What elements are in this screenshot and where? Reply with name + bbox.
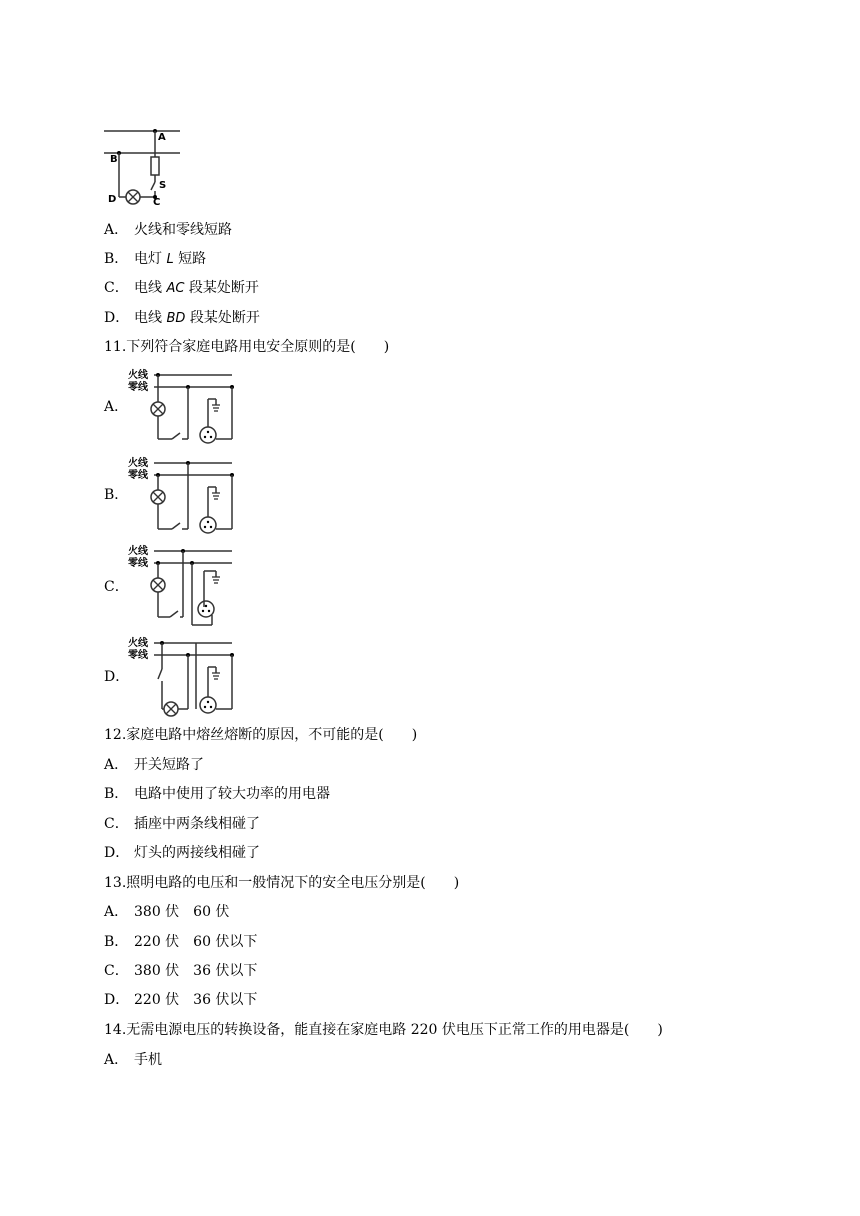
- q12-option-b: [104, 784, 330, 804]
- option-label: C．: [104, 963, 129, 979]
- option-label: A．: [104, 757, 129, 773]
- q12-option-c: [104, 814, 260, 834]
- option-label: A．: [104, 1052, 129, 1068]
- option-text: 灯头的两接线相碰了: [134, 845, 260, 861]
- q12-option-a: [104, 755, 204, 775]
- live-wire-label: 火线: [128, 638, 148, 649]
- label-a: A: [158, 132, 166, 143]
- option-text-pre: 电灯: [134, 251, 167, 267]
- option-label: D．: [104, 310, 130, 326]
- option-text-post: 段某处断开: [184, 280, 259, 296]
- option-text: 插座中两条线相碰了: [134, 816, 260, 832]
- q10-option-c: [104, 278, 259, 299]
- q11-option-d-circuit: [128, 635, 238, 719]
- option-text-post: 短路: [173, 251, 207, 267]
- option-label: C．: [104, 816, 129, 832]
- q13-option-d: [104, 990, 257, 1010]
- option-text-italic: L: [166, 252, 174, 267]
- q14-stem: 14.无需电源电压的转换设备，能直接在家庭电路 220 伏电压下正常工作的用电器是( ): [104, 1022, 663, 1038]
- label-b: B: [110, 154, 118, 165]
- label-c: C: [153, 197, 161, 206]
- label-s: S: [159, 180, 167, 191]
- q11-option-c-label: C．: [104, 579, 129, 595]
- q10-option-b: [104, 249, 206, 270]
- option-text: 手机: [134, 1052, 162, 1068]
- option-label: C．: [104, 280, 129, 296]
- option-label: B．: [104, 934, 129, 950]
- option-label: A．: [104, 222, 129, 238]
- q12-option-d: [104, 843, 260, 863]
- q10-circuit-diagram: [100, 124, 184, 206]
- q13-stem: 13.照明电路的电压和一般情况下的安全电压分别是( ): [104, 875, 460, 891]
- label-d: D: [108, 194, 117, 205]
- option-label: B．: [104, 786, 129, 802]
- option-text-pre: 电线: [134, 280, 167, 296]
- q14-option-a: [104, 1050, 162, 1070]
- q10-option-d: [104, 308, 260, 329]
- option-label: D．: [104, 845, 130, 861]
- option-label: A．: [104, 904, 129, 920]
- option-text-italic: BD: [166, 311, 186, 326]
- neutral-wire-label: 零线: [128, 650, 148, 661]
- q11-option-b-label: B．: [104, 487, 129, 503]
- q11-stem: 11.下列符合家庭电路用电安全原则的是( ): [104, 339, 390, 355]
- q11-option-c-circuit: [128, 543, 238, 627]
- q13-option-a: [104, 902, 229, 922]
- neutral-wire-label: 零线: [128, 470, 148, 481]
- neutral-wire-label: 零线: [128, 382, 148, 393]
- q11-option-a-label: A．: [104, 399, 129, 415]
- live-wire-label: 火线: [128, 458, 148, 469]
- option-label: B．: [104, 251, 129, 267]
- q10-option-a: [104, 220, 232, 240]
- q13-option-b: [104, 932, 257, 952]
- q11-option-a-circuit: [128, 367, 238, 445]
- q11-option-b-circuit: [128, 455, 238, 535]
- live-wire-label: 火线: [128, 370, 148, 381]
- q13-option-c: [104, 961, 257, 981]
- option-text: 220 伏 36 伏以下: [134, 992, 258, 1008]
- option-text-pre: 电线: [134, 310, 167, 326]
- neutral-wire-label: 零线: [128, 558, 148, 569]
- option-text-italic: AC: [166, 281, 185, 296]
- option-text: 380 伏 60 伏: [134, 904, 230, 920]
- option-text: 开关短路了: [134, 757, 204, 773]
- option-label: D．: [104, 992, 130, 1008]
- option-text-post: 段某处断开: [185, 310, 260, 326]
- option-text: 380 伏 36 伏以下: [134, 963, 258, 979]
- option-text: 电路中使用了较大功率的用电器: [134, 786, 330, 802]
- option-text: 火线和零线短路: [134, 222, 232, 238]
- q11-option-d-label: D．: [104, 669, 130, 685]
- live-wire-label: 火线: [128, 546, 148, 557]
- q12-stem: 12.家庭电路中熔丝熔断的原因，不可能的是( ): [104, 727, 418, 743]
- option-text: 220 伏 60 伏以下: [134, 934, 258, 950]
